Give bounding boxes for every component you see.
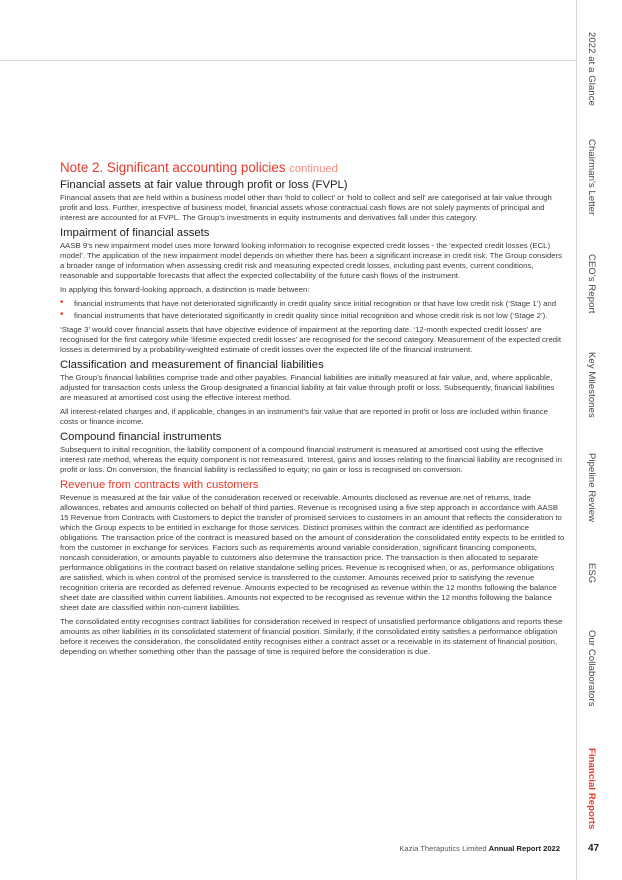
note-continued-label: continued (289, 163, 338, 175)
tab-our-collaborators[interactable]: Our Collaborators (586, 630, 597, 707)
impairment-paragraph-2: In applying this forward-looking approach, a distinction is made between: (60, 285, 310, 294)
list-item (60, 311, 566, 321)
note-title (60, 160, 566, 175)
top-divider (0, 60, 576, 61)
main-content (60, 160, 566, 661)
tab-esg[interactable]: ESG (586, 563, 597, 584)
fvpl-paragraph: Financial assets that are held within a business model other than ‘hold to collect’ or ‘hold to collect and sell’ are categorised at fair value through profit and loss. Further, irrespective of business model, financial assets whose contractual cash flows are not solely payments of principal and interest are accounted for at FVPL. The Group’s investments in equity instruments and derivatives fall under this category. (60, 193, 552, 222)
page-number: 47 (588, 843, 600, 854)
list-item-text: financial instruments that have deteriorated significantly in credit quality since initial recognition and whose credit risk is not low (‘Stage 2’). (74, 311, 548, 320)
revenue-paragraph-1: Revenue is measured at the fair value of the consideration received or receivable. Amounts disclosed as revenue are net of returns, trade allowances, rebates and amounts collected on behalf of third parties. Revenue is recognised using a five step approach in accordance with AASB 15 Revenue from Contracts with Customers to depict the transfer of promised services to customers in an amount that reflects the consideration to which the Group expects to be entitled in exchange for those services. Distinct promises within the contract are identified as performance obligations. The transaction price of the contract is measured based on the amount of consideration the consolidated entity expects to be entitled to from the customer in exchange for services. Factors such as requirements around variable consideration, significant financing components, noncash consideration, or amounts payable to customers also determine the transaction price. The transaction is then allocated to separate performance obligations in the contract based on relative standalone selling prices. Revenue is recognised when, or as, performance obligations are satisfied, which is when control of the promised service is transferred to the customer. Amounts received prior to satisfying the revenue recognition criteria are recorded as deferred revenue. Amounts expected to be recognised as revenue within the 12 months following the balance sheet date are classified within current liabilities. Amounts not expected to be recognised as revenue within the 12 months following the balance sheet date are classified within non-current liabilities. (60, 493, 565, 612)
list-item-text: financial instruments that have not deteriorated significantly in credit quality since initial recognition or that have low credit risk (‘Stage 1’) and (74, 299, 557, 308)
revenue-heading: Revenue from contracts with customers (60, 479, 259, 491)
liabilities-paragraph-2: All interest-related charges and, if applicable, changes in an instrument’s fair value that are reported in profit or loss are included within finance costs or finance income. (60, 407, 548, 426)
list-item (60, 299, 566, 309)
tab-pipeline-review[interactable]: Pipeline Review (586, 453, 597, 523)
impairment-paragraph-3: ‘Stage 3’ would cover financial assets that have objective evidence of impairment at the reporting date. ‘12-month expected credit losses’ are recognised for the first category while ‘lifetime expected credit losses’ are recognised for the second category. Measurement of the expected credit losses is determined by a probability-weighted estimate of credit losses over the expected life of the financial instrument. (60, 325, 561, 354)
tab-ceos-report[interactable]: CEO's Report (586, 254, 597, 314)
page-footer (399, 844, 560, 853)
revenue-paragraph-2: The consolidated entity recognises contract liabilities for consideration received in respect of unsatisfied performance obligations and reports these amounts as other liabilities in its consolidated statement of financial position. Similarly, if the consolidated entity satisfies a performance obligation before it receives the consideration, the consolidated entity recognises either a contract asset or a receivable in its statement of financial position, depending on whether something other than the passage of time is required before the consideration is due. (60, 617, 563, 656)
footer-company: Kazia Theraputics Limited (399, 844, 487, 853)
compound-heading: Compound financial instruments (60, 431, 222, 443)
tab-2022-at-a-glance[interactable]: 2022 at a Glance (586, 32, 597, 106)
note-title-text: Note 2. Significant accounting policies (60, 160, 286, 175)
impairment-bullet-list (60, 299, 566, 321)
sidebar-nav (576, 0, 622, 880)
compound-paragraph: Subsequent to initial recognition, the liability component of a compound financial instrument is measured at amortised cost using the effective interest rate method, whereas the equity component is not remeasured. Interest, gains and losses relating to the financial liability are recognised in profit or loss. On conversion, the financial liability is reclassified to equity; no gain or loss is recognised on conversion. (60, 445, 562, 474)
tab-key-milestones[interactable]: Key Milestones (586, 352, 597, 418)
bullet-icon: • (60, 309, 64, 320)
liabilities-heading: Classification and measurement of financial liabilities (60, 359, 324, 371)
impairment-paragraph-1: AASB 9’s new impairment model uses more forward looking information to recognise expected credit losses - the ‘expected credit losses (ECL) model’. The application of the new impairment model depends on whether there has been a significant increase in credit risk. The Group considers a broader range of information when assessing credit risk and measuring expected credit losses, including past events, current conditions, reasonable and supportable forecasts that affect the expected collectability of the future cash flows of the instrument. (60, 241, 563, 280)
footer-report-title: Annual Report 2022 (488, 844, 560, 853)
fvpl-heading: Financial assets at fair value through profit or loss (FVPL) (60, 179, 348, 191)
impairment-heading: Impairment of financial assets (60, 227, 210, 239)
liabilities-paragraph-1: The Group’s financial liabilities comprise trade and other payables. Financial liabilities are initially measured at fair value, and, where applicable, adjusted for transaction costs unless the Group designated a financial liability at fair value through profit or loss. Subsequently, financial liabilities are measured at amortised cost using the effective interest method. (60, 373, 555, 402)
tab-financial-reports[interactable]: Financial Reports (586, 748, 597, 830)
bullet-icon: • (60, 297, 64, 308)
tab-chairmans-letter[interactable]: Chairman's Letter (586, 139, 597, 216)
